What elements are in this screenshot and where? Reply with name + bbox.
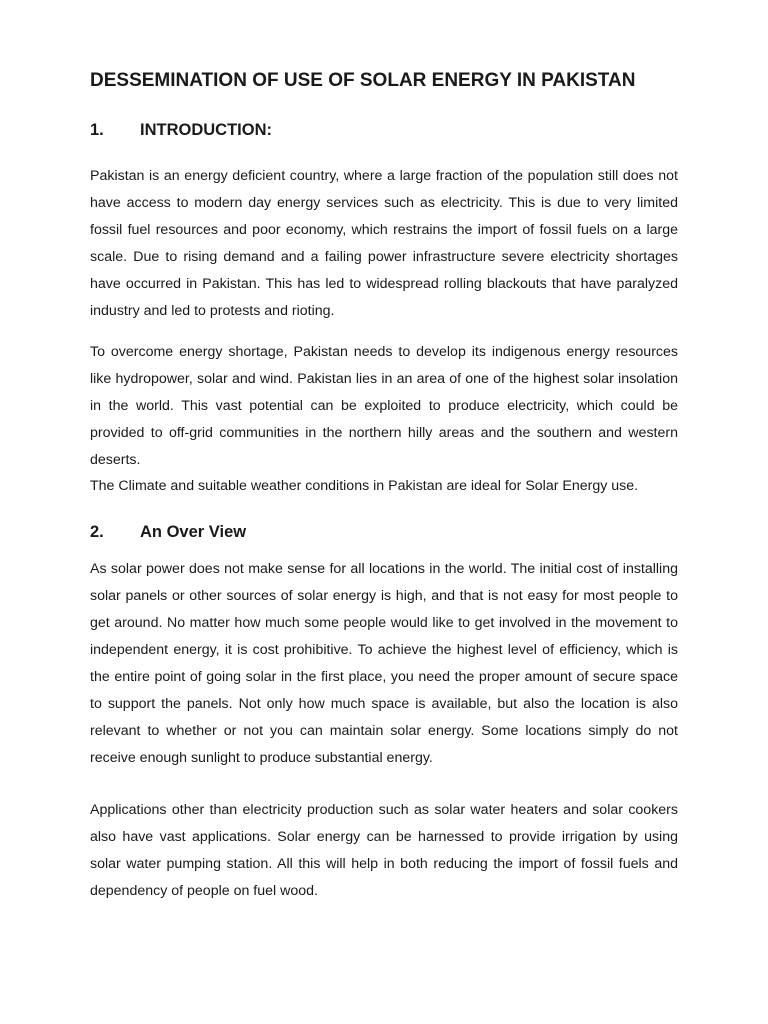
section-number: 2. (90, 523, 104, 541)
section-heading-introduction (90, 121, 272, 140)
paragraph-intro-3: The Climate and suitable weather conditions in Pakistan are ideal for Solar Energy use. (90, 478, 639, 494)
section-title: An Over View (140, 523, 247, 541)
paragraph-overview-2: Applications other than electricity production such as solar water heaters and solar cookers also have vast applications. Solar energy can be harnessed to provide irrigation by using solar water pumping station. All this will help in both reducing the import of fossil fuels and dependency of people on fuel wood. (90, 802, 678, 899)
section-title: INTRODUCTION: (140, 121, 272, 139)
paragraph-overview-1: As solar power does not make sense for all locations in the world. The initial cost of installing solar panels or other sources of solar energy is high, and that is not easy for most people to get around. No matter how much some people would like to get involved in the movement to independent energy, it is cost prohibitive. To achieve the highest level of efficiency, which is the entire point of going solar in the first place, you need the proper amount of secure space to support the panels. Not only how much space is available, but also the location is also relevant to whether or not you can maintain solar energy. Some locations simply do not receive enough sunlight to produce substantial energy. (90, 561, 678, 766)
section-number: 1. (90, 121, 104, 139)
document-title: DESSEMINATION OF USE OF SOLAR ENERGY IN PAKISTAN (90, 70, 636, 91)
paragraph-intro-1: Pakistan is an energy deficient country, where a large fraction of the population still does not have access to modern day energy services such as electricity. This is due to very limited fossil fuel resources and poor economy, which restrains the import of fossil fuels on a large scale. Due to rising demand and a failing power infrastructure severe electricity shortages have occurred in Pakistan. This has led to widespread rolling blackouts that have paralyzed industry and led to protests and rioting. (90, 168, 678, 319)
paragraph-intro-2: To overcome energy shortage, Pakistan needs to develop its indigenous energy resources like hydropower, solar and wind. Pakistan lies in an area of one of the highest solar insolation in the world. This vast potential can be exploited to produce electricity, which could be provided to off-grid communities in the northern hilly areas and the southern and western deserts. (90, 344, 678, 468)
section-heading-overview (90, 523, 246, 542)
